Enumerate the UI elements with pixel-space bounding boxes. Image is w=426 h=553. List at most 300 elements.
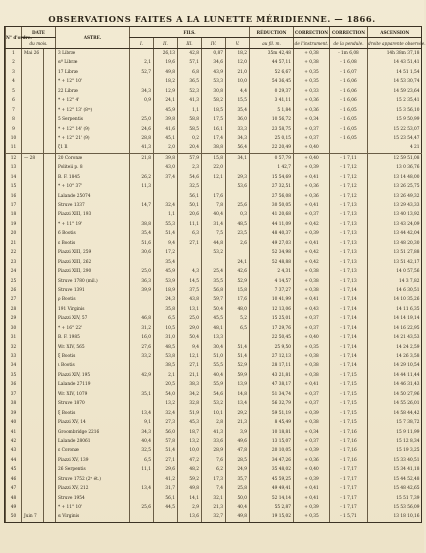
row-correction-instrument: + 0,40 (294, 465, 330, 474)
row-fil-3: 32,8 (178, 399, 202, 408)
table-row (6, 399, 422, 408)
row-fil-5: 51,4 (226, 343, 250, 352)
row-ascension: 14 24 2,59 (368, 343, 422, 352)
row-fil-3: 4,3 (178, 267, 202, 276)
row-star-name: Piazzi XV, 139 (56, 456, 130, 465)
row-fil-3: 13,2 (178, 437, 202, 446)
row-fil-2: 35,4 (154, 258, 178, 267)
row-fil-4: 55,9 (202, 380, 226, 389)
row-fil-3: 51,9 (178, 409, 202, 418)
row-fil-3: 45,3 (178, 418, 202, 427)
row-reduction: 52 48,88 (250, 258, 294, 267)
row-ascension: 13 0 36,76 (368, 163, 422, 172)
row-correction-pendule: - 1 7,14 (330, 361, 368, 370)
row-ascension: 14 26 3,58 (368, 352, 422, 361)
row-correction-instrument: + 0,42 (294, 258, 330, 267)
row-fil-4: 7,8 (202, 201, 226, 210)
row-correction-pendule: - 1 7,12 (330, 163, 368, 172)
page-title: OBSERVATIONS FAITES A LA LUNETTE MÉRIDIENNE. — 1866. (48, 14, 376, 24)
row-fil-3: 11,1 (178, 220, 202, 229)
row-reduction: 22 20,49 (250, 143, 294, 153)
header-astre: ASTRE. (56, 27, 130, 49)
row-fil-1 (130, 258, 154, 267)
row-fil-5: 29,3 (226, 173, 250, 182)
row-fil-2: 17,2 (154, 248, 178, 257)
row-correction-instrument: + 0,41 (294, 239, 330, 248)
row-ascension: 13 44 42,04 (368, 229, 422, 238)
row-number: 40 (6, 418, 22, 427)
row-reduction: 25 9,50 (250, 343, 294, 352)
row-fil-1: 25,0 (130, 115, 154, 124)
row-fil-4: 15,8 (202, 153, 226, 163)
row-fil-3: 54,6 (178, 173, 202, 182)
row-date (22, 58, 44, 67)
table-row (6, 125, 422, 134)
row-correction-instrument: + 0,36 (294, 456, 330, 465)
row-fil-4: 48,1 (202, 324, 226, 333)
row-ascension: 14 44 11,44 (368, 371, 422, 380)
row-correction-instrument: + 0,38 (294, 352, 330, 361)
row-fil-4: 44,8 (202, 239, 226, 248)
row-fil-2: 57,8 (154, 437, 178, 446)
row-date-mark (44, 409, 56, 418)
row-fil-1 (130, 77, 154, 86)
row-correction-instrument: + 0,37 (294, 390, 330, 399)
row-date (22, 456, 44, 465)
row-star-name: Piazzi XIV, 57 (56, 314, 130, 323)
row-fil-2: 24,1 (154, 96, 178, 105)
row-fil-2: 49,8 (154, 68, 178, 77)
row-ascension: 14h 38m 37,18 (368, 49, 422, 59)
row-fil-5: 24,9 (226, 465, 250, 474)
row-fil-1: 36,3 (130, 277, 154, 286)
row-ascension: 15 2 35,41 (368, 96, 422, 105)
row-correction-pendule: - 1 7,15 (330, 390, 368, 399)
row-correction-pendule: - 1 7,13 (330, 239, 368, 248)
row-fil-2: 9,4 (154, 239, 178, 248)
row-star-name: 5 Serpentis (56, 115, 130, 124)
row-star-name: B. F. 1845 (56, 173, 130, 182)
row-fil-1 (130, 210, 154, 219)
row-number: 22 (6, 248, 22, 257)
row-fil-4: 51,0 (202, 352, 226, 361)
row-correction-instrument: + 0,37 (294, 134, 330, 143)
row-date-mark (44, 134, 56, 143)
row-fil-3: 14,5 (178, 277, 202, 286)
row-ascension: 4 21 (368, 143, 422, 153)
row-fil-5: 35,7 (226, 475, 250, 484)
row-date (22, 182, 44, 191)
row-fil-3: 27,1 (178, 361, 202, 370)
table-row (6, 361, 422, 370)
row-number: 50 (6, 512, 22, 521)
row-number: 1 (6, 49, 22, 59)
row-fil-3: 58,8 (178, 115, 202, 124)
row-correction-pendule: - 1 6,06 (330, 77, 368, 86)
row-fil-4: 32,1 (202, 494, 226, 503)
row-number: 27 (6, 295, 22, 304)
header-reduction-sub: au fil. m. (250, 38, 294, 49)
row-ascension: 13 26 49,32 (368, 192, 422, 201)
row-star-name: Struve 1870 (56, 399, 130, 408)
row-number: 42 (6, 437, 22, 446)
row-date (22, 409, 44, 418)
row-date (22, 239, 44, 248)
row-ascension: 13 29 43,33 (368, 201, 422, 210)
row-date-mark (44, 220, 56, 229)
row-fil-1 (130, 163, 154, 172)
row-fil-2: 53,9 (154, 277, 178, 286)
row-correction-pendule: - 1 7,14 (330, 352, 368, 361)
row-number: 15 (6, 182, 22, 191)
row-fil-1: 24,6 (130, 125, 154, 134)
row-fil-2: 48,5 (154, 343, 178, 352)
row-fil-5: 56,4 (226, 143, 250, 153)
row-reduction: 52 6,67 (250, 68, 294, 77)
row-fil-5: 13,4 (226, 399, 250, 408)
row-reduction: 43 21,81 (250, 371, 294, 380)
row-date-mark (44, 192, 56, 201)
row-date (22, 143, 44, 153)
row-reduction: 15 25,01 (250, 314, 294, 323)
row-fil-1 (130, 512, 154, 521)
row-number: 6 (6, 96, 22, 105)
row-correction-instrument: + 0,41 (294, 380, 330, 389)
row-fil-1: 2,1 (130, 58, 154, 67)
row-star-name: 22 Libræ (56, 87, 130, 96)
row-fil-5: 3,9 (226, 428, 250, 437)
table-row (6, 305, 422, 314)
row-ascension: 15 7 38,72 (368, 418, 422, 427)
row-ascension: 13 18 10,16 (368, 512, 422, 521)
row-date-mark (44, 428, 56, 437)
table-row (6, 286, 422, 295)
row-correction-instrument: + 0,39 (294, 446, 330, 455)
row-reduction: 2 4,31 (250, 267, 294, 276)
row-fil-5: 50,0 (226, 494, 250, 503)
row-correction-instrument: + 0,42 (294, 248, 330, 257)
row-number: 31 (6, 333, 22, 342)
row-fil-3: 50,1 (178, 201, 202, 210)
row-ascension: 14 43 51,41 (368, 58, 422, 67)
row-reduction: 27 56,08 (250, 192, 294, 201)
row-correction-pendule: - 1 7,15 (330, 371, 368, 380)
row-fil-2: 2,0 (154, 143, 178, 153)
row-fil-3: 48,2 (178, 465, 202, 474)
row-fil-4: 18,5 (202, 106, 226, 115)
row-correction-instrument: + 0,36 (294, 182, 330, 191)
row-reduction: 4 14,57 (250, 277, 294, 286)
row-ascension: 15 53 56,09 (368, 503, 422, 512)
row-fil-3: 42,8 (178, 49, 202, 59)
row-reduction: 20 10,05 (250, 446, 294, 455)
row-fil-4: 53,2 (202, 248, 226, 257)
header-fil-1: I. (130, 38, 154, 49)
row-fil-2: 18,2 (154, 77, 178, 86)
row-fil-2: 27,3 (154, 418, 178, 427)
row-date-mark (44, 153, 56, 163)
row-correction-pendule: - 1 7,15 (330, 409, 368, 418)
row-date (22, 258, 44, 267)
row-star-name: * + 12° 13' (8ᵐ) (56, 106, 130, 115)
header-fil-3: III. (178, 38, 202, 49)
row-correction-pendule: - 1 7,13 (330, 229, 368, 238)
row-fil-4: 38,8 (202, 143, 226, 153)
row-fil-5 (226, 192, 250, 201)
row-date (22, 248, 44, 257)
row-star-name: Piazzi XIII, 259 (56, 248, 130, 257)
table-row (6, 428, 422, 437)
row-fil-3: 32,5 (178, 182, 202, 191)
row-fil-3: 2,3 (178, 163, 202, 172)
table-row (6, 68, 422, 77)
row-star-name: * + 12° 4' (56, 96, 130, 105)
row-reduction: 25 0,15 (250, 134, 294, 143)
row-correction-instrument: + 0,37 (294, 210, 330, 219)
row-date-mark (44, 163, 56, 172)
row-number: 34 (6, 361, 22, 370)
row-fil-1: 30,6 (130, 248, 154, 257)
row-date (22, 163, 44, 172)
row-correction-instrument: + 0,35 (294, 68, 330, 77)
row-fil-5: 25,8 (226, 484, 250, 493)
row-date-mark (44, 239, 56, 248)
header-corr-pend-sub: de la pendule. (330, 38, 368, 49)
row-fil-4: 40,4 (202, 371, 226, 380)
row-star-name: Piazzi XIII, 262 (56, 258, 130, 267)
table-row (6, 465, 422, 474)
observation-table (4, 26, 426, 523)
header-corr-pend: CORRECTION (330, 27, 368, 38)
row-fil-5: 34,1 (226, 153, 250, 163)
row-correction-pendule: - 1 7,13 (330, 258, 368, 267)
row-date (22, 361, 44, 370)
row-fil-5: 53,6 (226, 182, 250, 191)
header-ascension-sub: droite apparente observée. (368, 38, 422, 49)
row-fil-5: 52,9 (226, 277, 250, 286)
header-date-sub: du mois. (22, 38, 56, 49)
row-fil-4: 7,4 (202, 484, 226, 493)
row-date (22, 352, 44, 361)
table-row (6, 210, 422, 219)
row-reduction: 13 15,07 (250, 437, 294, 446)
header-fil-5: V. (226, 38, 250, 49)
row-date (22, 68, 44, 77)
row-date-mark (44, 96, 56, 105)
row-fil-3: 57,1 (178, 58, 202, 67)
row-star-name: Lalande 25074 (56, 192, 130, 201)
table-row (6, 182, 422, 191)
row-reduction: 30 50,05 (250, 201, 294, 210)
row-fil-4: 50,4 (202, 305, 226, 314)
row-reduction: 55 2,87 (250, 503, 294, 512)
row-correction-pendule: - 1 7,13 (330, 201, 368, 210)
row-fil-4: 0,87 (202, 49, 226, 59)
row-star-name: * + 11° 19' (56, 220, 130, 229)
row-correction-pendule: - 1m 6,08 (330, 49, 368, 59)
row-correction-pendule: - 1 6,05 (330, 125, 368, 134)
row-star-name: Piazzi XV, 14 (56, 418, 130, 427)
row-ascension: 15 51 7,39 (368, 494, 422, 503)
row-number: 8 (6, 115, 22, 124)
row-fil-2: 53,8 (154, 352, 178, 361)
row-fil-1 (130, 192, 154, 201)
row-correction-instrument: + 0,39 (294, 229, 330, 238)
row-fil-5: 5,2 (226, 314, 250, 323)
table-row (6, 220, 422, 229)
row-correction-pendule: - 1 6,08 (330, 58, 368, 67)
row-fil-5: 48,5 (226, 220, 250, 229)
row-date-mark (44, 295, 56, 304)
row-fil-4: 7,6 (202, 456, 226, 465)
row-fil-3 (178, 258, 202, 267)
row-fil-2: 29,6 (154, 465, 178, 474)
row-correction-pendule: - 1 7,12 (330, 182, 368, 191)
row-fil-1: 13,4 (130, 484, 154, 493)
row-fil-4 (202, 258, 226, 267)
row-star-name: Struve 1954 (56, 494, 130, 503)
row-date (22, 96, 44, 105)
row-number: 3 (6, 68, 22, 77)
row-fil-1: 31,2 (130, 324, 154, 333)
row-reduction: 28 17,11 (250, 361, 294, 370)
row-fil-4: 33,6 (202, 437, 226, 446)
row-fil-4: 28,9 (202, 446, 226, 455)
row-reduction: 49 27,03 (250, 239, 294, 248)
row-fil-3: 0,2 (178, 134, 202, 143)
row-fil-5: 21,3 (226, 418, 250, 427)
row-star-name: 26 Serpentis (56, 465, 130, 474)
row-ascension: 13 40 13,92 (368, 210, 422, 219)
row-star-name: Piazzi XIII, 290 (56, 267, 130, 276)
row-number: 16 (6, 192, 22, 201)
row-reduction: 3 41,11 (250, 96, 294, 105)
row-fil-2: 39,8 (154, 153, 178, 163)
row-reduction: 44 11,09 (250, 220, 294, 229)
row-fil-1: 52,7 (130, 68, 154, 77)
row-fil-5: 42,6 (226, 267, 250, 276)
row-star-name: α Virginis (56, 512, 130, 521)
row-ascension: 14 0 57,56 (368, 267, 422, 276)
row-date-mark (44, 210, 56, 219)
row-fil-1: 11,1 (130, 465, 154, 474)
row-number: 49 (6, 503, 22, 512)
row-fil-2: 54,0 (154, 390, 178, 399)
table-row (6, 49, 422, 59)
row-fil-2 (154, 182, 178, 191)
row-fil-5: 17,6 (226, 295, 250, 304)
row-ascension: 14 59 23,64 (368, 87, 422, 96)
row-correction-pendule: - 1 7,14 (330, 314, 368, 323)
row-date (22, 465, 44, 474)
row-correction-pendule: - 1 7,11 (330, 153, 368, 163)
row-number: 23 (6, 258, 22, 267)
row-star-name: Struve 1391 (56, 286, 130, 295)
row-fil-2: 31,0 (154, 333, 178, 342)
row-ascension: 14 21 43,53 (368, 333, 422, 342)
row-fil-2: 56,1 (154, 494, 178, 503)
row-fil-1: 9,1 (130, 418, 154, 427)
row-number: 28 (6, 305, 22, 314)
row-fil-4: 58,2 (202, 96, 226, 105)
row-fil-2: 41,6 (154, 125, 178, 134)
row-date-mark (44, 115, 56, 124)
row-fil-3: 52,3 (178, 87, 202, 96)
row-date-mark (44, 380, 56, 389)
row-fil-2: 13,2 (154, 399, 178, 408)
row-reduction: 12 13,06 (250, 305, 294, 314)
row-fil-3: 56,1 (178, 192, 202, 201)
row-number: 35 (6, 371, 22, 380)
row-number: 36 (6, 380, 22, 389)
row-date: Juin 7 (22, 512, 44, 521)
row-fil-5: 34,3 (226, 134, 250, 143)
row-fil-4: 32,7 (202, 512, 226, 521)
row-number: 32 (6, 343, 22, 352)
row-star-name: 3 Libræ (56, 49, 130, 59)
row-date-mark (44, 361, 56, 370)
table-row (6, 77, 422, 86)
row-ascension: 14 58 44,42 (368, 409, 422, 418)
row-correction-pendule: - 1 7,14 (330, 305, 368, 314)
row-date (22, 87, 44, 96)
row-star-name: Wr. XIV, 565 (56, 343, 130, 352)
row-ascension: 14 14 19,14 (368, 314, 422, 323)
row-correction-instrument: + 0,37 (294, 324, 330, 333)
row-fil-1: 16,0 (130, 333, 154, 342)
row-fil-3: 20,6 (178, 210, 202, 219)
row-star-name: ε Bootis (56, 239, 130, 248)
row-number: 37 (6, 390, 22, 399)
row-date-mark (44, 418, 56, 427)
row-date (22, 267, 44, 276)
table-body (6, 49, 422, 522)
row-reduction: 27 32,51 (250, 182, 294, 191)
row-correction-instrument: + 0,37 (294, 125, 330, 134)
row-ascension: 14 53 30,74 (368, 77, 422, 86)
row-correction-pendule: - 1 7,15 (330, 399, 368, 408)
row-reduction: 15 54,69 (250, 173, 294, 182)
table-row (6, 314, 422, 323)
row-correction-instrument: + 0,41 (294, 295, 330, 304)
row-number: 44 (6, 456, 22, 465)
row-star-name: * + 12° 21' (9) (56, 134, 130, 143)
row-fil-4: 43,9 (202, 68, 226, 77)
row-fil-4: 16,1 (202, 125, 226, 134)
header-fil-4: IV. (202, 38, 226, 49)
row-correction-instrument: + 0,36 (294, 106, 330, 115)
row-fil-1: 41,3 (130, 143, 154, 153)
row-ascension: 15 12 8,34 (368, 437, 422, 446)
row-reduction: 27 12,13 (250, 352, 294, 361)
row-correction-instrument: + 0,39 (294, 163, 330, 172)
table-row (6, 324, 422, 333)
row-number: 12 (6, 153, 22, 163)
row-fil-2: 56,0 (154, 428, 178, 437)
row-reduction: 10 18,81 (250, 428, 294, 437)
row-fil-3 (178, 248, 202, 257)
row-fil-1 (130, 295, 154, 304)
row-fil-2: 1,1 (154, 210, 178, 219)
row-star-name: ζ1 Il (56, 143, 130, 153)
table-row (6, 503, 422, 512)
header-corr-instr-sub: de l'instrument. (294, 38, 330, 49)
table-row (6, 295, 422, 304)
row-fil-5: 48,0 (226, 305, 250, 314)
row-correction-pendule (330, 143, 368, 153)
row-number: 18 (6, 210, 22, 219)
row-correction-pendule: - 1 7,14 (330, 286, 368, 295)
